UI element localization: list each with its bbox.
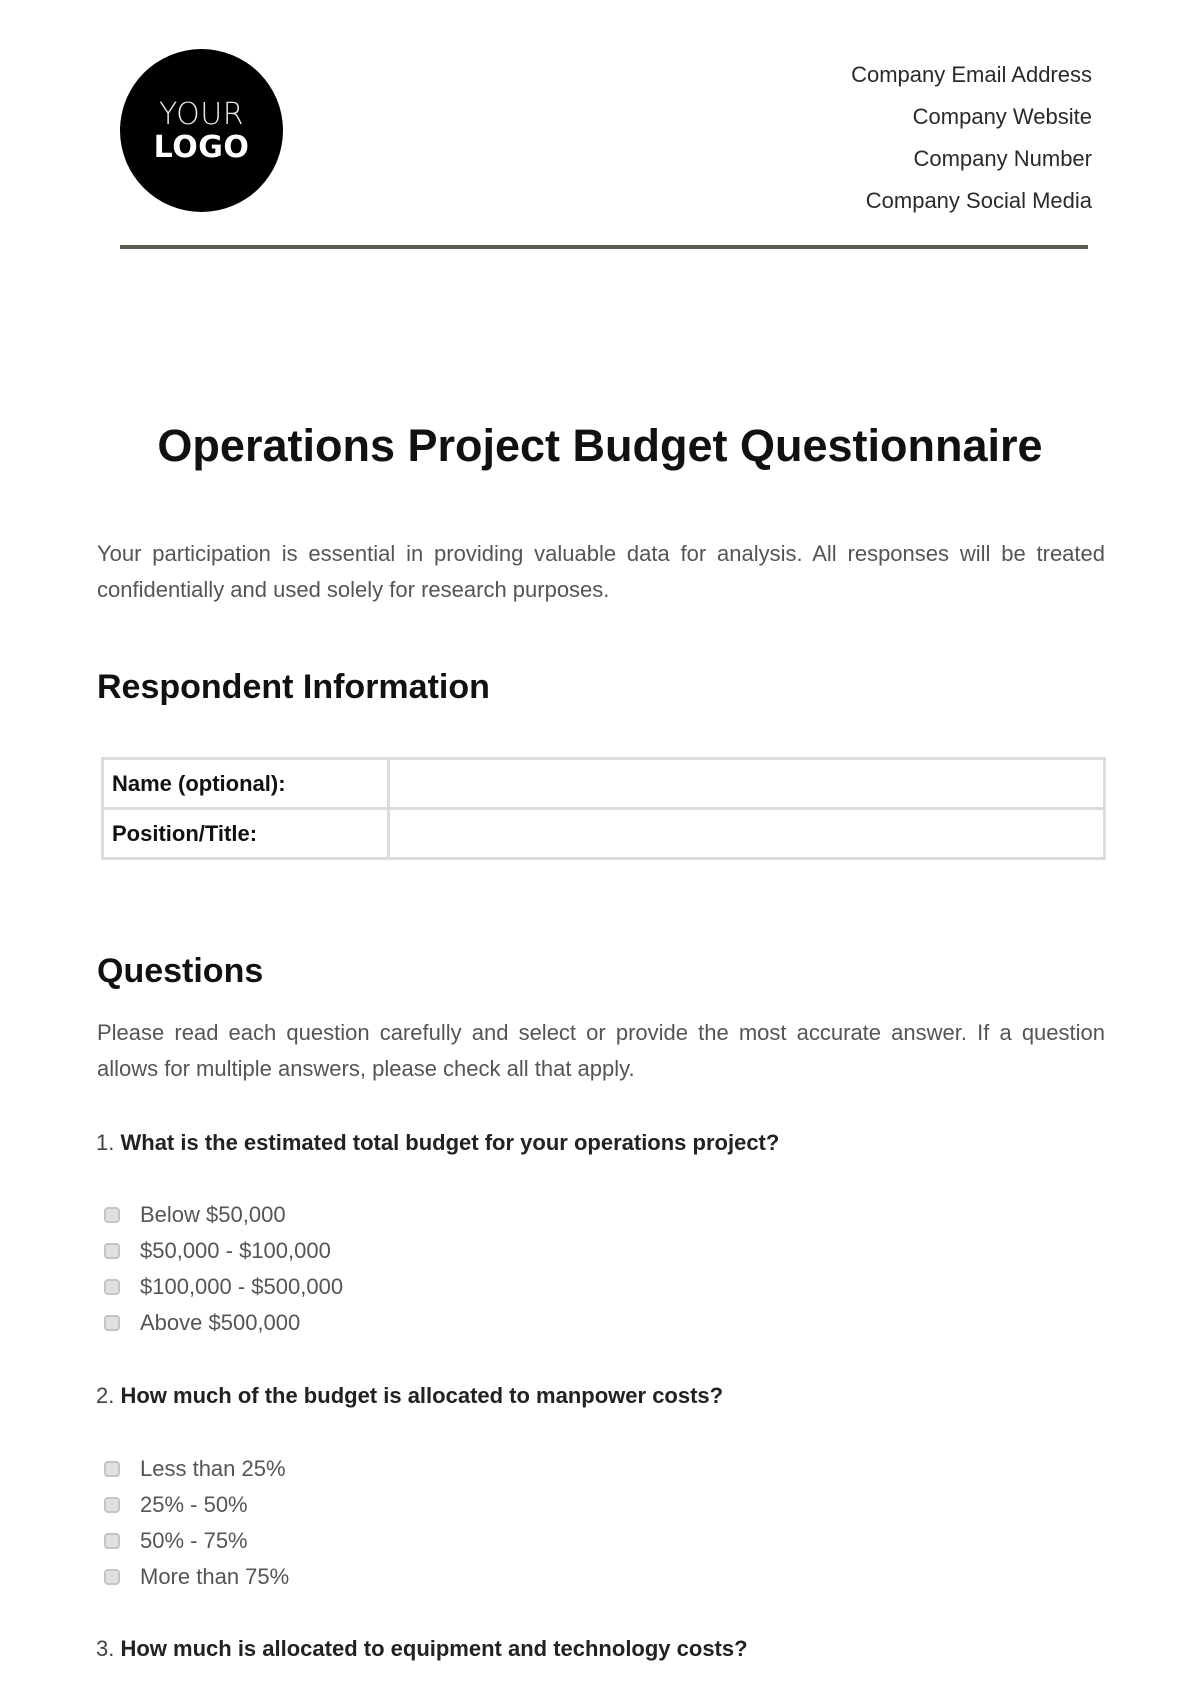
name-label: Name (optional):	[103, 759, 389, 809]
checkbox-icon[interactable]	[104, 1497, 120, 1513]
question-2-options	[104, 1451, 289, 1595]
option-label: Below $50,000	[140, 1202, 286, 1227]
option-item[interactable]	[104, 1269, 343, 1305]
logo-line-2: LOGO	[153, 129, 250, 165]
checkbox-icon[interactable]	[104, 1533, 120, 1549]
respondent-info-table	[101, 757, 1106, 860]
document-title: Operations Project Budget Questionnaire	[157, 420, 1043, 471]
option-item[interactable]	[104, 1559, 289, 1595]
option-label: $100,000 - $500,000	[140, 1274, 344, 1299]
checkbox-icon[interactable]	[104, 1315, 120, 1331]
checkbox-icon[interactable]	[104, 1279, 120, 1295]
option-item[interactable]	[104, 1487, 289, 1523]
question-2	[96, 1383, 723, 1409]
question-1	[96, 1130, 779, 1156]
question-number: 3.	[96, 1636, 115, 1661]
option-item[interactable]	[104, 1305, 343, 1341]
company-website: Company Website	[912, 104, 1092, 129]
question-number: 1.	[96, 1130, 115, 1155]
checkbox-icon[interactable]	[104, 1569, 120, 1585]
position-label: Position/Title:	[103, 809, 389, 859]
header-divider	[120, 245, 1088, 249]
question-1-options	[104, 1197, 343, 1341]
questions-heading: Questions	[97, 952, 264, 990]
position-field[interactable]	[389, 809, 1105, 859]
company-contact-block	[851, 54, 1092, 222]
question-text: What is the estimated total budget for your operations project?	[120, 1130, 780, 1155]
checkbox-icon[interactable]	[104, 1243, 120, 1259]
question-3	[96, 1636, 748, 1662]
question-number: 2.	[96, 1383, 115, 1408]
question-text: How much is allocated to equipment and technology costs?	[120, 1636, 748, 1661]
name-field[interactable]	[389, 759, 1105, 809]
respondent-info-heading: Respondent Information	[97, 668, 490, 706]
checkbox-icon[interactable]	[104, 1461, 120, 1477]
company-social-media: Company Social Media	[865, 188, 1092, 213]
option-item[interactable]	[104, 1233, 343, 1269]
option-label: More than 75%	[140, 1564, 290, 1589]
option-label: Less than 25%	[140, 1456, 286, 1481]
table-row	[103, 809, 1105, 859]
option-label: Above $500,000	[140, 1310, 301, 1335]
table-row	[103, 759, 1105, 809]
option-item[interactable]	[104, 1197, 343, 1233]
company-logo	[120, 49, 283, 212]
option-label: $50,000 - $100,000	[140, 1238, 331, 1263]
option-item[interactable]	[104, 1523, 289, 1559]
company-number: Company Number	[913, 146, 1092, 171]
company-email: Company Email Address	[851, 62, 1092, 87]
logo-line-1: YOUR	[158, 96, 245, 132]
option-label: 50% - 75%	[140, 1528, 248, 1553]
option-label: 25% - 50%	[140, 1492, 248, 1517]
intro-paragraph: Your participation is essential in providing valuable data for analysis. All responses will be treated confidentially and used solely for research purposes.	[97, 541, 1105, 602]
option-item[interactable]	[104, 1451, 289, 1487]
questions-instructions: Please read each question carefully and select or provide the most accurate answer. If a question allows for multiple answers, please check all that apply.	[97, 1020, 1105, 1081]
checkbox-icon[interactable]	[104, 1207, 120, 1223]
question-text: How much of the budget is allocated to manpower costs?	[120, 1383, 724, 1408]
